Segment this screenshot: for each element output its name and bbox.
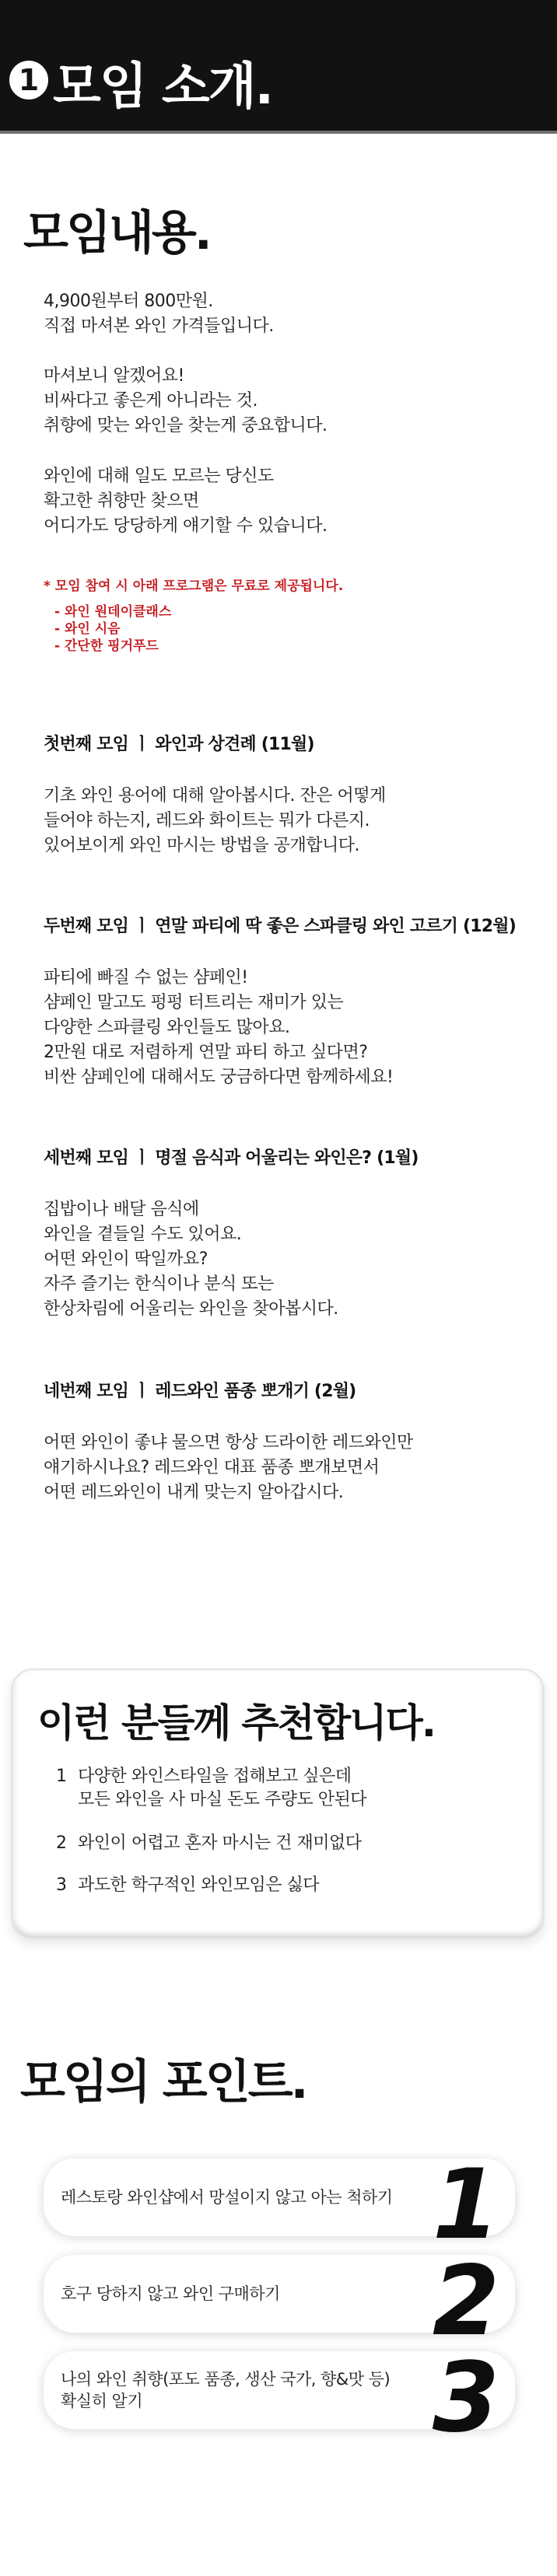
free-program-notice: * 모임 참여 시 아래 프로그램은 무료로 제공됩니다. bbox=[44, 578, 344, 594]
point-card bbox=[44, 2154, 515, 2246]
text-line: 비싼 샴페인에 대해서도 궁금하다면 함께하세요! bbox=[44, 1068, 394, 1087]
section-header-title: 모임 소개. bbox=[53, 58, 272, 116]
text-line: 와인을 곁들일 수도 있어요. bbox=[44, 1225, 242, 1244]
text-line: 확실히 알기 bbox=[61, 2392, 143, 2410]
text-line: 호구 당하지 않고 와인 구매하기 bbox=[61, 2284, 280, 2303]
point-number-text: 1 bbox=[432, 2154, 500, 2246]
intro-paragraph-2 bbox=[44, 364, 328, 439]
text-line: 마셔보니 알겠어요! bbox=[44, 366, 184, 386]
point-number-2 bbox=[423, 2250, 509, 2342]
intro-paragraph-1 bbox=[44, 289, 274, 339]
point-card bbox=[44, 2250, 515, 2342]
recommend-title: 이런 분들께 추천합니다. bbox=[37, 1700, 435, 1746]
recommend-item-number: 1 bbox=[56, 1767, 67, 1786]
free-program-item: - 간단한 핑거푸드 bbox=[54, 638, 159, 654]
text-line: 다양한 와인스타일을 접해보고 싶은데 bbox=[78, 1767, 352, 1786]
text-line: 있어보이게 와인 마시는 방법을 공개합니다. bbox=[44, 836, 360, 855]
recommend-item-text bbox=[78, 1874, 319, 1897]
point-number-3 bbox=[423, 2347, 509, 2438]
text-line: 4,900원부터 800만원. bbox=[44, 292, 213, 311]
text-line: 모든 와인을 사 마실 돈도 주량도 안된다 bbox=[78, 1790, 366, 1809]
text-line: 어떤 와인이 좋냐 물으면 항상 드라이한 레드와인만 bbox=[44, 1433, 413, 1452]
free-program-item: - 와인 시음 bbox=[54, 621, 121, 637]
text-line: 레스토랑 와인샵에서 망설이지 않고 아는 척하기 bbox=[61, 2188, 393, 2207]
meeting-1-description bbox=[44, 784, 386, 858]
text-line: 파티에 빠질 수 없는 샴페인! bbox=[44, 968, 248, 987]
text-line: 어떤 레드와인이 내게 맞는지 알아갑시다. bbox=[44, 1483, 344, 1502]
recommend-item-number: 2 bbox=[56, 1833, 67, 1853]
meeting-2-description bbox=[44, 966, 393, 1090]
section-header bbox=[0, 0, 557, 134]
text-line: 자주 즐기는 한식이나 분식 또는 bbox=[44, 1274, 274, 1294]
point-text bbox=[61, 2351, 390, 2429]
text-line: 다양한 스파클링 와인들도 많아요. bbox=[44, 1018, 290, 1037]
point-text bbox=[61, 2255, 280, 2333]
text-line: 샴페인 말고도 펑펑 터트리는 재미가 있는 bbox=[44, 993, 344, 1012]
text-line: 어디가도 당당하게 얘기할 수 있습니다. bbox=[44, 516, 328, 536]
recommend-item-text bbox=[78, 1765, 366, 1812]
text-line: 비싸다고 좋은게 아니라는 것. bbox=[44, 391, 257, 411]
section-number-badge: 1 bbox=[9, 61, 48, 100]
meeting-3-title: 세번째 모임 ㅣ 명절 음식과 어울리는 와인은? (1월) bbox=[44, 1148, 419, 1168]
point-card bbox=[44, 2347, 515, 2438]
text-line: 집밥이나 배달 음식에 bbox=[44, 1200, 199, 1219]
intro-paragraph-3 bbox=[44, 464, 328, 539]
points-title: 모임의 포인트. bbox=[20, 2055, 307, 2109]
text-line: 기초 와인 용어에 대해 알아봅시다. 잔은 어떻게 bbox=[44, 786, 386, 806]
text-line: 들어야 하는지, 레드와 화이트는 뭐가 다른지. bbox=[44, 811, 370, 830]
point-number-text: 3 bbox=[432, 2347, 500, 2438]
meeting-1-title: 첫번째 모임 ㅣ 와인과 상견례 (11월) bbox=[44, 735, 314, 754]
text-line: 2만원 대로 저렴하게 연말 파티 하고 싶다면? bbox=[44, 1043, 368, 1062]
meeting-2-title: 두번째 모임 ㅣ 연말 파티에 딱 좋은 스파클링 와인 고르기 (12월) bbox=[44, 917, 516, 936]
meeting-3-description bbox=[44, 1197, 338, 1322]
point-number-1 bbox=[423, 2154, 509, 2246]
text-line: 와인이 어렵고 혼자 마시는 건 재미없다 bbox=[78, 1833, 362, 1853]
text-line: 한상차림에 어울리는 와인을 찾아봅시다. bbox=[44, 1299, 338, 1319]
text-line: 어떤 와인이 딱일까요? bbox=[44, 1250, 208, 1269]
text-line: 과도한 학구적인 와인모임은 싫다 bbox=[78, 1875, 320, 1895]
text-line: 와인에 대해 일도 모르는 당신도 bbox=[44, 467, 274, 486]
meeting-4-description bbox=[44, 1431, 413, 1505]
text-line: 얘기하시나요? 레드와인 대표 품종 뽀개보면서 bbox=[44, 1458, 380, 1477]
free-program-item: - 와인 원데이클래스 bbox=[54, 604, 172, 620]
text-line: 나의 와인 취향(포도 품종, 생산 국가, 향&맛 등) bbox=[61, 2370, 391, 2389]
point-number-text: 2 bbox=[432, 2250, 500, 2342]
intro-title: 모임내용. bbox=[23, 206, 210, 260]
point-text bbox=[61, 2158, 393, 2236]
recommend-item-number: 3 bbox=[56, 1875, 67, 1895]
meeting-4-title: 네번째 모임 ㅣ 레드와인 품종 뽀개기 (2월) bbox=[44, 1382, 356, 1401]
recommend-item-text bbox=[78, 1832, 362, 1855]
text-line: 확고한 취향만 찾으면 bbox=[44, 491, 199, 511]
free-program-list bbox=[54, 603, 171, 655]
text-line: 취향에 맞는 와인을 찾는게 중요합니다. bbox=[44, 416, 328, 435]
text-line: 직접 마셔본 와인 가격들입니다. bbox=[44, 316, 274, 336]
